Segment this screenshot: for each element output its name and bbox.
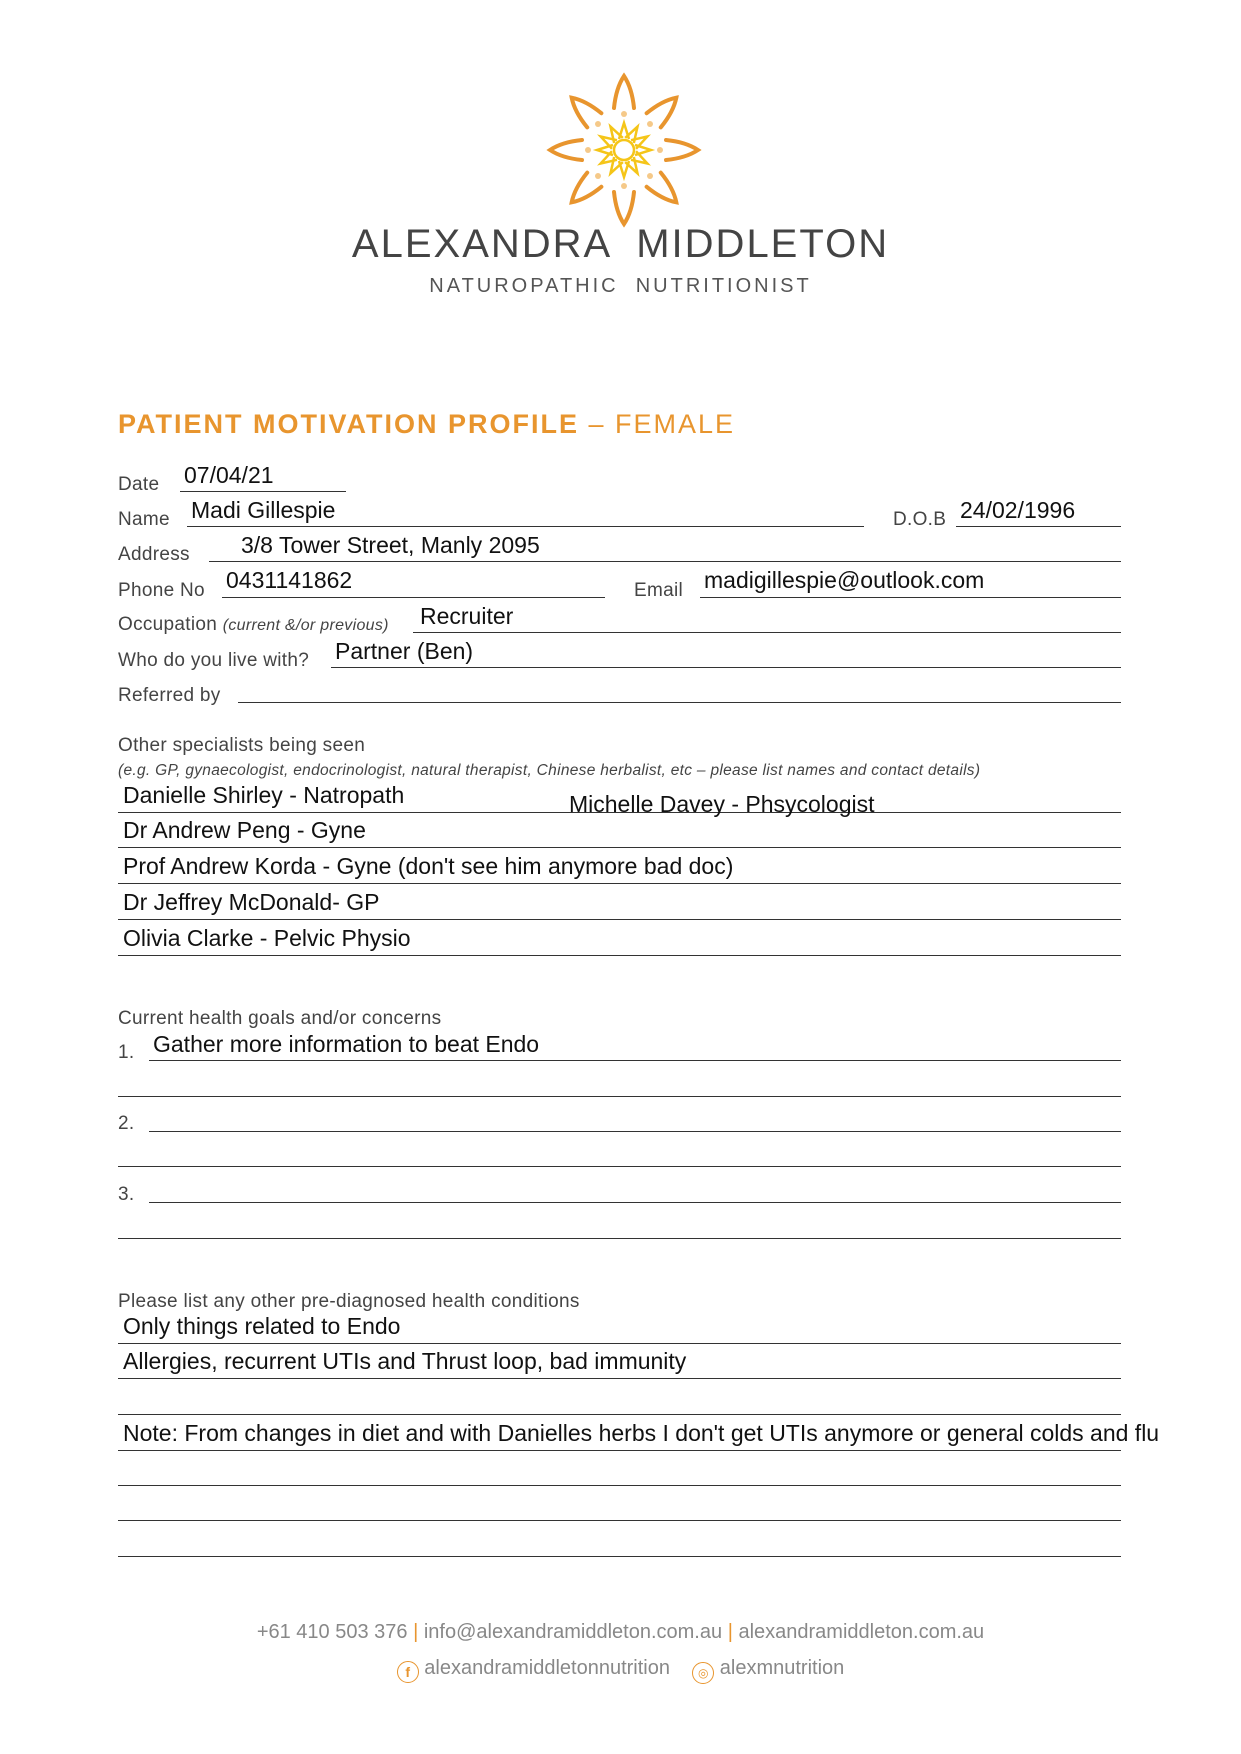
phone-line xyxy=(222,597,605,598)
condition-line xyxy=(118,1414,1121,1415)
facebook-icon: f xyxy=(397,1661,419,1683)
brand-name: ALEXANDRA MIDDLETON xyxy=(351,222,890,266)
specialist-entry[interactable]: Dr Jeffrey McDonald- GP xyxy=(123,889,380,915)
date-field[interactable]: 07/04/21 xyxy=(184,462,274,488)
condition-line xyxy=(118,1450,1121,1451)
condition-line xyxy=(118,1556,1121,1557)
referred-label: Referred by xyxy=(118,685,221,706)
date-label: Date xyxy=(118,474,160,495)
specialist-entry[interactable]: Danielle Shirley - Natropath xyxy=(123,782,405,808)
specialist-extra[interactable]: Michelle Davey - Phsycologist xyxy=(569,791,875,817)
footer-social xyxy=(0,1657,1241,1684)
email-label: Email xyxy=(634,580,684,601)
occupation-hint: (current &/or previous) xyxy=(222,617,389,634)
specialist-line xyxy=(118,883,1121,884)
title-separator: – xyxy=(578,409,616,439)
footer-separator: | xyxy=(727,1621,733,1643)
footer-instagram[interactable]: alexmnutrition xyxy=(719,1657,845,1679)
dob-field[interactable]: 24/02/1996 xyxy=(960,497,1076,523)
occupation-field[interactable]: Recruiter xyxy=(420,603,514,629)
specialist-entry[interactable]: Olivia Clarke - Pelvic Physio xyxy=(123,925,411,951)
title-sub: FEMALE xyxy=(615,409,736,439)
goal-line xyxy=(149,1202,1121,1203)
goal-number: 3. xyxy=(118,1184,135,1205)
brand-tagline: NATUROPATHIC NUTRITIONIST xyxy=(429,275,812,297)
date-line xyxy=(180,491,346,492)
goal-line xyxy=(118,1096,1121,1097)
email-field[interactable]: madigillespie@outlook.com xyxy=(704,567,985,593)
live-with-line xyxy=(331,667,1121,668)
goals-label: Current health goals and/or concerns xyxy=(118,1008,442,1029)
goal-number: 2. xyxy=(118,1113,135,1134)
name-label: Name xyxy=(118,509,170,530)
footer-contact xyxy=(0,1621,1241,1644)
footer-separator: | xyxy=(413,1621,419,1643)
condition-entry[interactable]: Note: From changes in diet and with Danielles herbs I don't get UTIs anymore or general colds and flu xyxy=(123,1420,1160,1446)
address-line xyxy=(209,561,1121,562)
condition-entry[interactable]: Only things related to Endo xyxy=(123,1313,401,1339)
footer-website[interactable]: alexandramiddleton.com.au xyxy=(738,1621,985,1643)
specialist-line xyxy=(118,919,1121,920)
phone-field[interactable]: 0431141862 xyxy=(226,567,353,593)
name-field[interactable]: Madi Gillespie xyxy=(191,497,336,523)
footer-email[interactable]: info@alexandramiddleton.com.au xyxy=(423,1621,723,1643)
specialists-hint: (e.g. GP, gynaecologist, endocrinologist, natural therapist, Chinese herbalist, etc – please list names and contact details) xyxy=(118,762,981,779)
footer-facebook[interactable]: alexandramiddletonnutrition xyxy=(424,1657,670,1679)
title-main: PATIENT MOTIVATION PROFILE xyxy=(118,409,579,439)
phone-label: Phone No xyxy=(118,580,205,601)
specialist-line xyxy=(118,955,1121,956)
form-title xyxy=(118,409,735,440)
referred-line xyxy=(238,702,1121,703)
address-field[interactable]: 3/8 Tower Street, Manly 2095 xyxy=(241,532,540,558)
name-line xyxy=(187,526,864,527)
condition-line xyxy=(118,1378,1121,1379)
flower-logo-icon xyxy=(544,70,704,230)
instagram-icon: ◎ xyxy=(692,1662,714,1684)
live-with-label: Who do you live with? xyxy=(118,650,310,671)
specialist-entry[interactable]: Dr Andrew Peng - Gyne xyxy=(123,817,366,843)
goal-entry[interactable]: Gather more information to beat Endo xyxy=(153,1031,540,1057)
live-with-field[interactable]: Partner (Ben) xyxy=(335,638,474,664)
occupation-label xyxy=(118,614,389,636)
specialist-line xyxy=(118,847,1121,848)
address-label: Address xyxy=(118,544,190,565)
occupation-line xyxy=(413,632,1121,633)
goal-number: 1. xyxy=(118,1042,135,1063)
condition-line xyxy=(118,1343,1121,1344)
goal-line xyxy=(118,1166,1121,1167)
footer-phone[interactable]: +61 410 503 376 xyxy=(256,1621,408,1643)
condition-line xyxy=(118,1520,1121,1521)
dob-label: D.O.B xyxy=(893,509,947,530)
condition-line xyxy=(118,1485,1121,1486)
goal-line xyxy=(149,1131,1121,1132)
specialist-entry[interactable]: Prof Andrew Korda - Gyne (don't see him anymore bad doc) xyxy=(123,853,734,879)
condition-entry[interactable]: Allergies, recurrent UTIs and Thrust loop, bad immunity xyxy=(123,1348,687,1374)
specialists-label: Other specialists being seen xyxy=(118,735,366,756)
conditions-label: Please list any other pre-diagnosed health conditions xyxy=(118,1291,580,1312)
dob-line xyxy=(956,526,1121,527)
goal-line xyxy=(149,1060,1121,1061)
email-line xyxy=(700,597,1121,598)
goal-line xyxy=(118,1238,1121,1239)
occupation-label-text: Occupation xyxy=(118,614,218,635)
